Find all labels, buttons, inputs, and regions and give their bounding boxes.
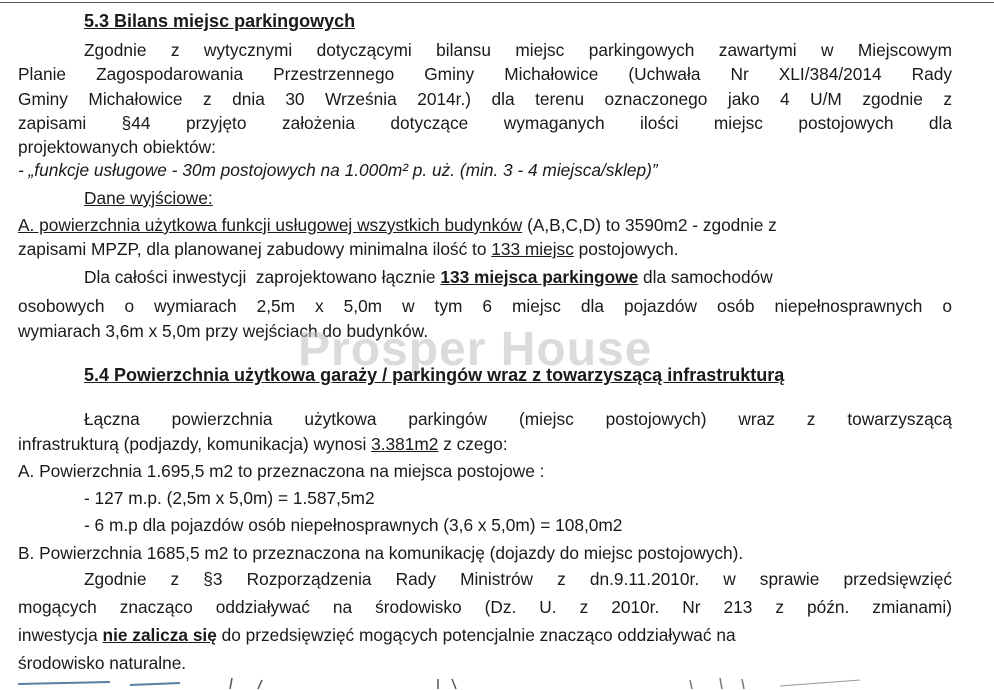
- s53-a-underlined: A. powierzchnia użytkowa funkcji usługowej wszystkich budynków: [18, 215, 523, 235]
- s53-p2-pre: Dla całości inwestycji zaprojektowano łącznie: [84, 267, 441, 287]
- s53-p2-post: dla samochodów: [638, 267, 773, 287]
- s54-p3-line3: [18, 624, 952, 646]
- s54-p1-underlined: 3.381m2: [371, 434, 439, 454]
- s53-p2-line3: wymiarach 3,6m x 5,0m przy wejściach do budynków.: [18, 321, 429, 341]
- s53-a-line1: [18, 214, 777, 236]
- s53-a-line2: [18, 238, 679, 260]
- s54-p3-bold: nie zalicza się: [102, 625, 217, 645]
- s53-p2-line1: [84, 266, 773, 288]
- s54-p1-post: z czego:: [438, 434, 508, 454]
- top-rule: [0, 2, 994, 3]
- s53-p1-line2: Planie Zagospodarowania Przestrzennego Gminy Michałowice (Uchwała Nr XLI/384/2014 Rady: [18, 64, 952, 84]
- s53-a2-pre: zapisami MPZP, dla planowanej zabudowy minimalna ilość to: [18, 239, 492, 259]
- section-5-3-heading: 5.3 Bilans miejsc parkingowych: [84, 11, 356, 31]
- s53-a2-post: postojowych.: [573, 239, 679, 259]
- s54-a-item2: - 6 m.p dla pojazdów osób niepełnosprawnych (3,6 x 5,0m) = 108,0m2: [84, 515, 623, 535]
- s54-p1-line2: [18, 433, 508, 455]
- s53-a-rest: (A,B,C,D) to 3590m2 - zgodnie z: [522, 215, 777, 235]
- s54-p3-post: do przedsięwzięć mogących potencjalnie znacząco oddziaływać na: [216, 625, 736, 645]
- s53-p2-bold: 133 miejsca parkingowe: [440, 267, 639, 287]
- scan-artifacts: [0, 676, 994, 690]
- s54-p1-line1: Łączna powierzchnia użytkowa parkingów (miejsc postojowych) wraz z towarzyszącą: [84, 409, 952, 429]
- s54-b: B. Powierzchnia 1685,5 m2 to przeznaczona na komunikację (dojazdy do miejsc postojowych).: [18, 543, 744, 563]
- section-5-4-heading: 5.4 Powierzchnia użytkowa garaży / parkingów wraz z towarzyszącą infrastrukturą: [84, 365, 785, 385]
- s54-p3-line2: mogących znacząco oddziaływać na środowisko (Dz. U. z 2010r. Nr 213 z późn. zmianami): [18, 597, 952, 617]
- s53-dane-heading: Dane wyjściowe:: [84, 188, 213, 208]
- s54-p1-pre: infrastrukturą (podjazdy, komunikacja) wynosi: [18, 434, 372, 454]
- s54-a: A. Powierzchnia 1.695,5 m2 to przeznaczona na miejsca postojowe :: [18, 461, 545, 481]
- s54-p3-pre: inwestycja: [18, 625, 103, 645]
- watermark: Prosper House: [298, 323, 653, 376]
- s53-a2-underlined: 133 miejsc: [491, 239, 574, 259]
- s53-p1-line4: zapisami §44 przyjęto założenia dotyczące wymaganych ilości miejsc postojowych dla: [18, 113, 952, 133]
- s53-p1-line1: Zgodnie z wytycznymi dotyczącymi bilansu miejsc parkingowych zawartymi w Miejscowym: [84, 40, 952, 60]
- s53-quote: - „funkcje usługowe - 30m postojowych na 1.000m² p. uż. (min. 3 - 4 miejsca/sklep)”: [18, 160, 658, 180]
- s54-p3-line1: Zgodnie z §3 Rozporządzenia Rady Ministrów z dn.9.11.2010r. w sprawie przedsięwzięć: [84, 569, 952, 589]
- s53-p2-line2: osobowych o wymiarach 2,5m x 5,0m w tym 6 miejsc dla pojazdów osób niepełnosprawnych o: [18, 296, 952, 316]
- s54-a-item1: - 127 m.p. (2,5m x 5,0m) = 1.587,5m2: [84, 488, 375, 508]
- s54-p3-line4: środowisko naturalne.: [18, 653, 187, 673]
- s53-p1-line3: Gminy Michałowice z dnia 30 Września 2014r.) dla terenu oznaczonego jako 4 U/M zgodnie z: [18, 89, 952, 109]
- s53-p1-line5: projektowanych obiektów:: [18, 137, 216, 157]
